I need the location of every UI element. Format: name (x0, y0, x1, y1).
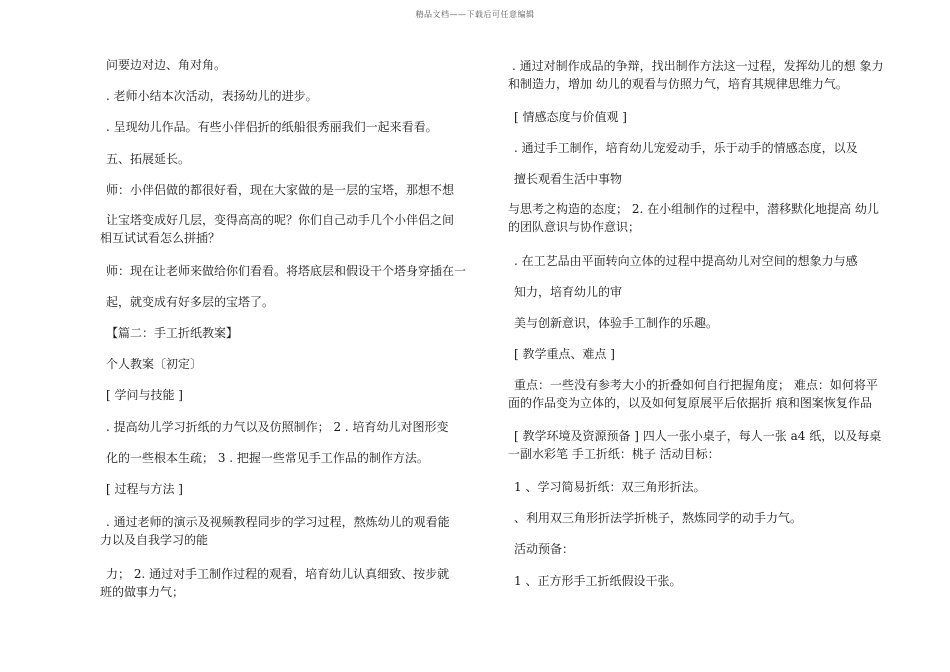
list-item: 1 、正方形手工折纸假设干张。 (514, 574, 682, 588)
text-line: . 老师小结本次活动，表扬幼儿的进步。 (106, 89, 318, 103)
subsection-heading: [ 过程与方法 ] (106, 482, 183, 496)
text-line: 活动预备： (514, 542, 575, 556)
text-line: 个人教案〔初定〕 (106, 357, 203, 371)
text-line: 起，就变成有好多层的宝塔了。 (106, 295, 275, 309)
list-item: 1 、学习简易折纸：双三角形折法。 (514, 480, 706, 494)
text-line: 美与创新意识，体验手工制作的乐趣。 (514, 316, 719, 330)
text-line: 化的一些根本生疏； 3 . 把握一些常见手工作品的制作方法。 (106, 451, 429, 465)
subsection-heading: [ 情感态度与价值观 ] (514, 110, 627, 124)
text-line: 师：现在让老师来做给你们看看。将塔底层和假设干个塔身穿插在一 (106, 264, 467, 278)
paragraph: [ 教学环境及资源预备 ] 四人一张小桌子，每人一张 a4 纸，以及每桌一副水彩笔 手工折纸：桃子 活动目标： (508, 429, 882, 461)
text-line: 知力，培育幼儿的审 (514, 285, 623, 299)
paragraph: 与思考之构造的态度； 2. 在小组制作的过程中，潜移默化地提高 幼儿的团队意识与协作意识； (508, 202, 879, 234)
subsection-heading: [ 教学重点、难点 ] (514, 347, 615, 361)
subsection-heading: [ 学问与技能 ] (106, 388, 183, 402)
paragraph: . 通过对制作成品的争辩，找出制作方法这一过程，发挥幼儿的想 象力和制造力，增加 幼儿的观看与仿照力气，培育其规律思维力气。 (508, 59, 884, 91)
page-header: 精品文档——下载后可任意编辑 (415, 10, 535, 19)
paragraph: . 通过老师的演示及视频教程同步的学习过程，熬炼幼儿的观看能 力以及自我学习的能 (100, 515, 450, 547)
text-line: . 提高幼儿学习折纸的力气以及仿照制作； 2 . 培育幼儿对图形变 (106, 420, 449, 434)
paragraph: 力； 2. 通过对手工制作过程的观看，培育幼儿认真细致、按步就 班的做事力气； (100, 567, 450, 599)
list-item: 、利用双三角形折法学折桃子，熬炼同学的动手力气。 (514, 511, 803, 525)
paragraph: 让宝塔变成好几层，变得高高的呢？你们自己动手几个小伴侣之间 相互试试看怎么拼插？ (100, 213, 455, 245)
section-heading: 五、拓展延长。 (106, 152, 191, 166)
text-line: . 呈现幼儿作品。有些小伴侣折的纸船很秀丽我们一起来看看。 (106, 120, 438, 134)
section-heading: 【篇二：手工折纸教案】 (106, 326, 239, 340)
text-line: 问要边对边、角对角。 (106, 58, 227, 72)
text-line: . 通过手工制作，培育幼儿宠爱动手，乐于动手的情感态度，以及 (514, 141, 858, 155)
paragraph: 重点：一些没有参考大小的折叠如何自行把握角度； 难点：如何将平面的作品变为立体的，以及如何复原展平后依据折 痕和图案恢复作品 (508, 378, 878, 410)
text-line: . 在工艺品由平面转向立体的过程中提高幼儿对空间的想象力与感 (514, 254, 858, 268)
text-line: 擅长观看生活中事物 (514, 172, 623, 186)
text-line: 师：小伴侣做的都很好看，现在大家做的是一层的宝塔，那想不想 (106, 183, 455, 197)
